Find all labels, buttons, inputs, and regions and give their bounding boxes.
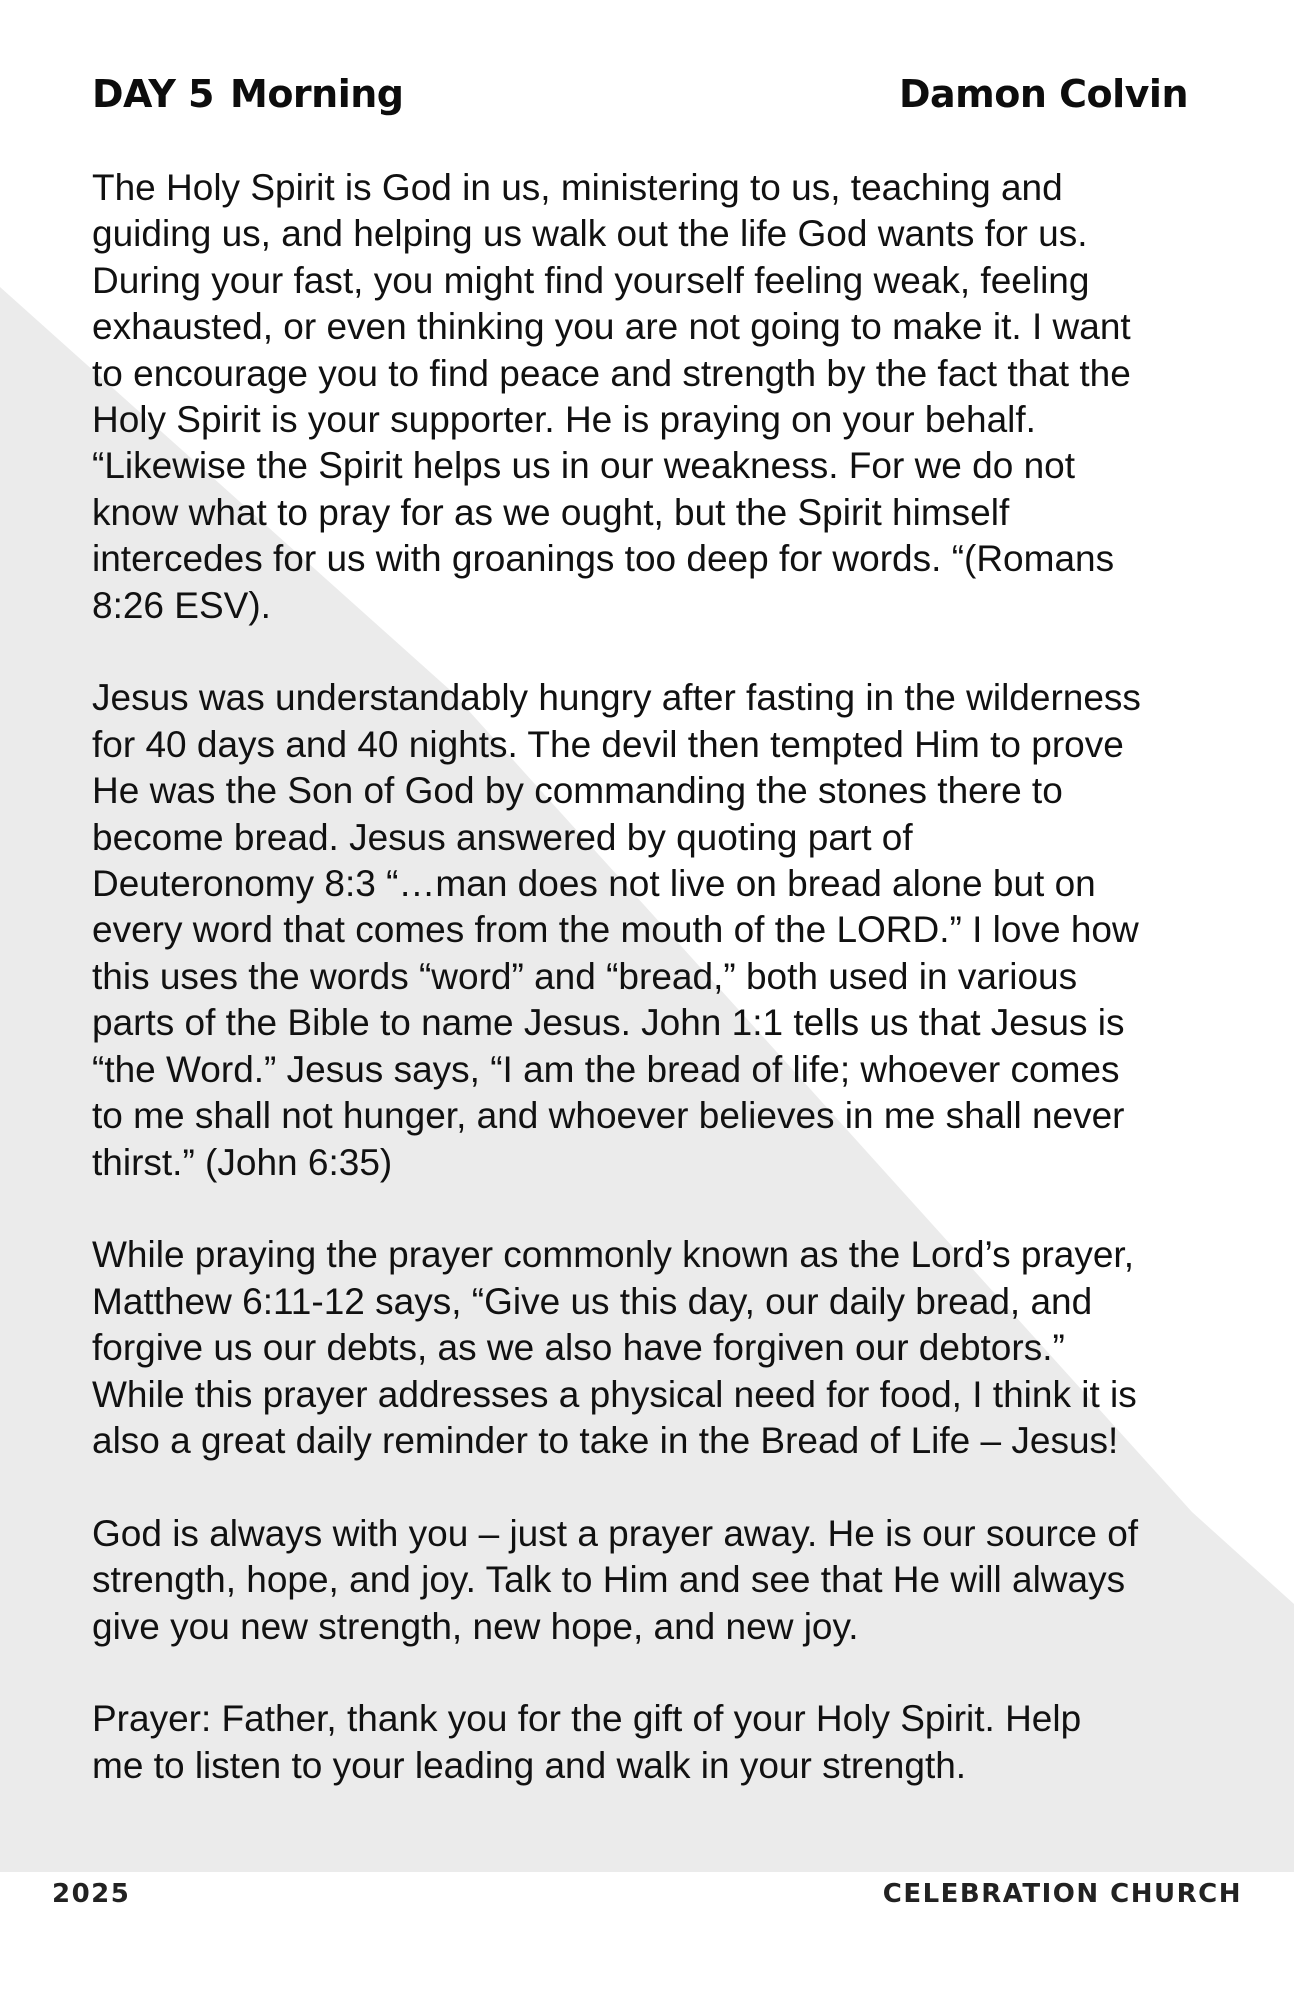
day-heading — [92, 72, 404, 116]
author-name: Damon Colvin — [898, 72, 1188, 116]
paragraph: Jesus was understandably hungry after fasting in the wilderness for 40 days and 40 nights. The devil then tempted Him to prove He was the Son of God by commanding the stones there to become bread. Jesus answered by quoting part of Deuteronomy 8:3 “…man does not live on bread alone but on every word that comes from the mouth of the LORD.” I love how this uses the words “word” and “bread,” both used in various parts of the Bible to name Jesus. John 1:1 tells us that Jesus is “the Word.” Jesus says, “I am the bread of life; whoever comes to me shall not hunger, and whoever believes in me shall never thirst.” (John 6:35) — [92, 677, 1141, 1183]
day-label: DAY 5 — [92, 72, 215, 116]
paragraph: God is always with you – just a prayer away. He is our source of strength, hope, and joy. Talk to Him and see that He will always give you new strength, new hope, and new joy. — [92, 1512, 1139, 1647]
paragraph: The Holy Spirit is God in us, ministering to us, teaching and guiding us, and helping us walk out the life God wants for us. During your fast, you might find yourself feeling weak, feeling exhausted, or even thinking you are not going to make it. I want to encourage you to find peace and strength by the fact that the Holy Spirit is your supporter. He is praying on your behalf. “Likewise the Spirit helps us in our weakness. For we do not know what to pray for as we ought, but the Spirit himself intercedes for us with groanings too deep for words. “(Romans 8:26 ESV). — [92, 167, 1131, 626]
page-footer — [52, 1874, 1242, 1914]
time-of-day-label: Morning — [230, 72, 404, 116]
devotional-body — [92, 165, 1212, 1836]
prayer-paragraph: Prayer: Father, thank you for the gift of your Holy Spirit. Help me to listen to your leading and walk in your strength. — [92, 1698, 1082, 1786]
footer-year: 2025 — [52, 1879, 131, 1909]
footer-church-name: CELEBRATION CHURCH — [882, 1879, 1242, 1909]
page-header — [92, 64, 1188, 124]
paragraph: While praying the prayer commonly known as the Lord’s prayer, Matthew 6:11-12 says, “Give us this day, our daily bread, and forgive us our debts, as we also have forgiven our debtors.” While this prayer addresses a physical need for food, I think it is also a great daily reminder to take in the Bread of Life – Jesus! — [92, 1234, 1137, 1461]
